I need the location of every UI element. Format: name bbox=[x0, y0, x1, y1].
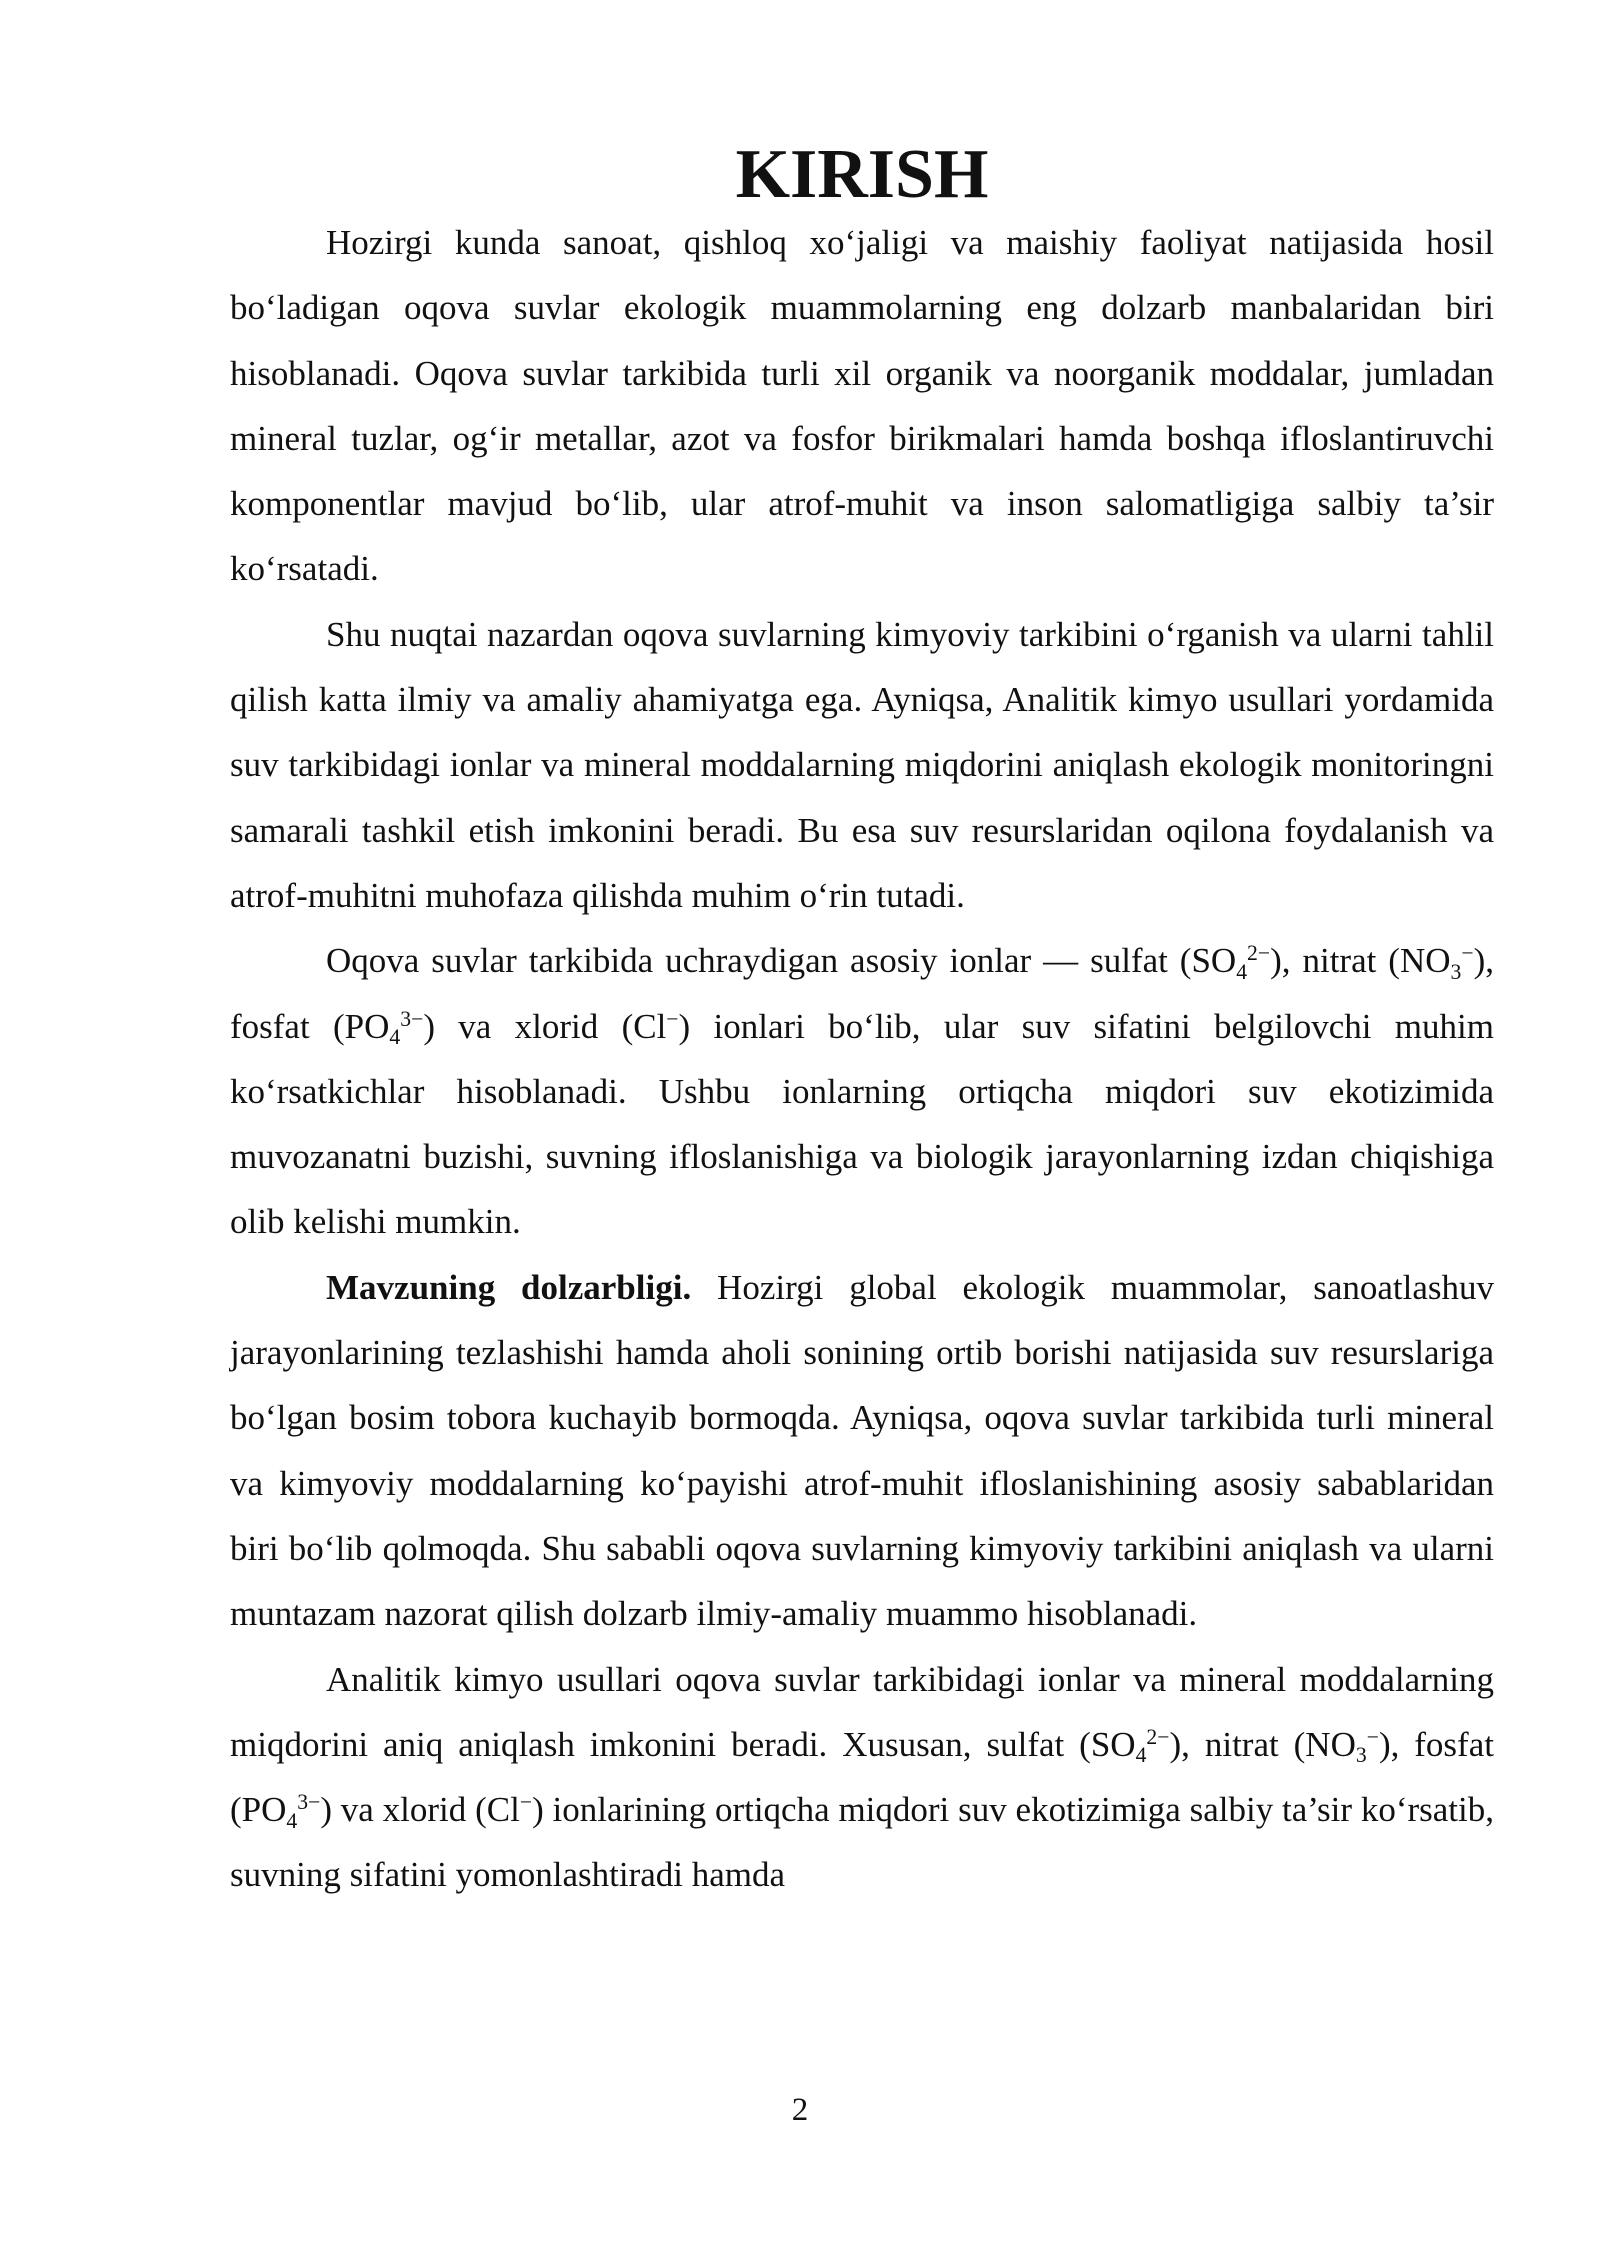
paragraph-list bbox=[230, 210, 1494, 1908]
paragraph-lead-heading: Mavzuning dolzarbligi. bbox=[326, 1267, 692, 1307]
page-body bbox=[230, 136, 1494, 1908]
superscript: − bbox=[1366, 1724, 1379, 1749]
body-paragraph bbox=[230, 1255, 1494, 1647]
paragraph-text: ), nitrat (NO bbox=[1169, 1724, 1356, 1764]
body-paragraph bbox=[230, 210, 1494, 602]
paragraph-text: Analitik kimyo usullari oqova suvlar tarkibidagi ionlar va mineral moddalarning miqdorini aniq aniqlash imkonini beradi. Xususan, sulfat (SO bbox=[230, 1659, 1494, 1764]
paragraph-text: ) va xlorid (Cl bbox=[320, 1790, 520, 1830]
paragraph-text: Hozirgi kunda sanoat, qishloq xo‘jaligi va maishiy faoliyat natijasida hosil bo‘ladigan oqova suvlar ekologik muammolarning eng dolzarb manbalaridan biri hisoblanadi. Oqova suvlar tarkibida turli xil organik va noorganik moddalar, jumladan mineral tuzlar, og‘ir metallar, azot va fosfor birikmalari hamda boshqa ifloslantiruvchi komponentlar mavjud bo‘lib, ular atrof-muhit va inson salomatligiga salbiy ta’sir ko‘rsatadi. bbox=[230, 223, 1494, 589]
page-number: 2 bbox=[791, 2092, 809, 2128]
subscript: 3 bbox=[1355, 1743, 1367, 1768]
paragraph-text: ), fosfat (PO bbox=[230, 941, 1494, 1046]
subscript: 4 bbox=[389, 1025, 401, 1050]
body-paragraph bbox=[230, 1647, 1494, 1908]
section-title: KIRISH bbox=[735, 136, 989, 213]
body-paragraph bbox=[230, 928, 1494, 1254]
paragraph-text: ) ionlari bo‘lib, ular suv sifatini belgilovchi muhim ko‘rsatkichlar hisoblanadi. Ushbu ionlarning ortiqcha miqdori suv ekotizimida muvozanatni buzishi, suvning ifloslanishiga va biologik jarayonlarning izdan chiqishiga olib kelishi mumkin. bbox=[230, 1006, 1494, 1242]
subscript: 4 bbox=[1236, 959, 1248, 984]
paragraph-text: ) va xlorid (Cl bbox=[423, 1006, 667, 1046]
superscript: 3− bbox=[297, 1790, 321, 1815]
superscript: 2− bbox=[1247, 941, 1271, 966]
subscript: 4 bbox=[1135, 1743, 1147, 1768]
paragraph-text: ), nitrat (NO bbox=[1270, 941, 1451, 981]
superscript: − bbox=[666, 1006, 679, 1031]
subscript: 3 bbox=[1450, 959, 1462, 984]
paragraph-text: ) ionlarining ortiqcha miqdori suv ekotizimiga salbiy ta’sir ko‘rsatib, suvning sifatini yomonlashtiradi hamda bbox=[230, 1790, 1494, 1895]
paragraph-text: Shu nuqtai nazardan oqova suvlarning kimyoviy tarkibini o‘rganish va ularni tahlil qilish katta ilmiy va amaliy ahamiyatga ega. Ayniqsa, Analitik kimyo usullari yordamida suv tarkibidagi ionlar va mineral moddalarning miqdorini aniqlash ekologik monitoringni samarali tashkil etish imkonini beradi. Bu esa suv resurslaridan oqilona foydalanish va atrof-muhitni muhofaza qilishda muhim o‘rin tutadi. bbox=[230, 614, 1494, 915]
superscript: 2− bbox=[1146, 1724, 1170, 1749]
superscript: 3− bbox=[400, 1006, 424, 1031]
superscript: − bbox=[519, 1790, 533, 1815]
subscript: 4 bbox=[286, 1808, 298, 1833]
paragraph-text: Oqova suvlar tarkibida uchraydigan asosiy ionlar — sulfat (SO bbox=[326, 941, 1237, 981]
paragraph-text: Hozirgi global ekologik muammolar, sanoatlashuv jarayonlarining tezlashishi hamda aholi sonining ortib borishi natijasida suv resurslariga bo‘lgan bosim tobora kuchayib bormoqda. Ayniqsa, oqova suvlar tarkibida turli mineral va kimyoviy moddalarning ko‘payishi atrof-muhit ifloslanishining asosiy sabablaridan biri bo‘lib qolmoqda. Shu sababli oqova suvlarning kimyoviy tarkibini aniqlash va ularni muntazam nazorat qilish dolzarb ilmiy-amaliy muammo hisoblanadi. bbox=[230, 1267, 1494, 1634]
body-paragraph bbox=[230, 602, 1494, 928]
paragraph-text: ), fosfat (PO bbox=[230, 1724, 1494, 1830]
superscript: − bbox=[1461, 941, 1474, 966]
